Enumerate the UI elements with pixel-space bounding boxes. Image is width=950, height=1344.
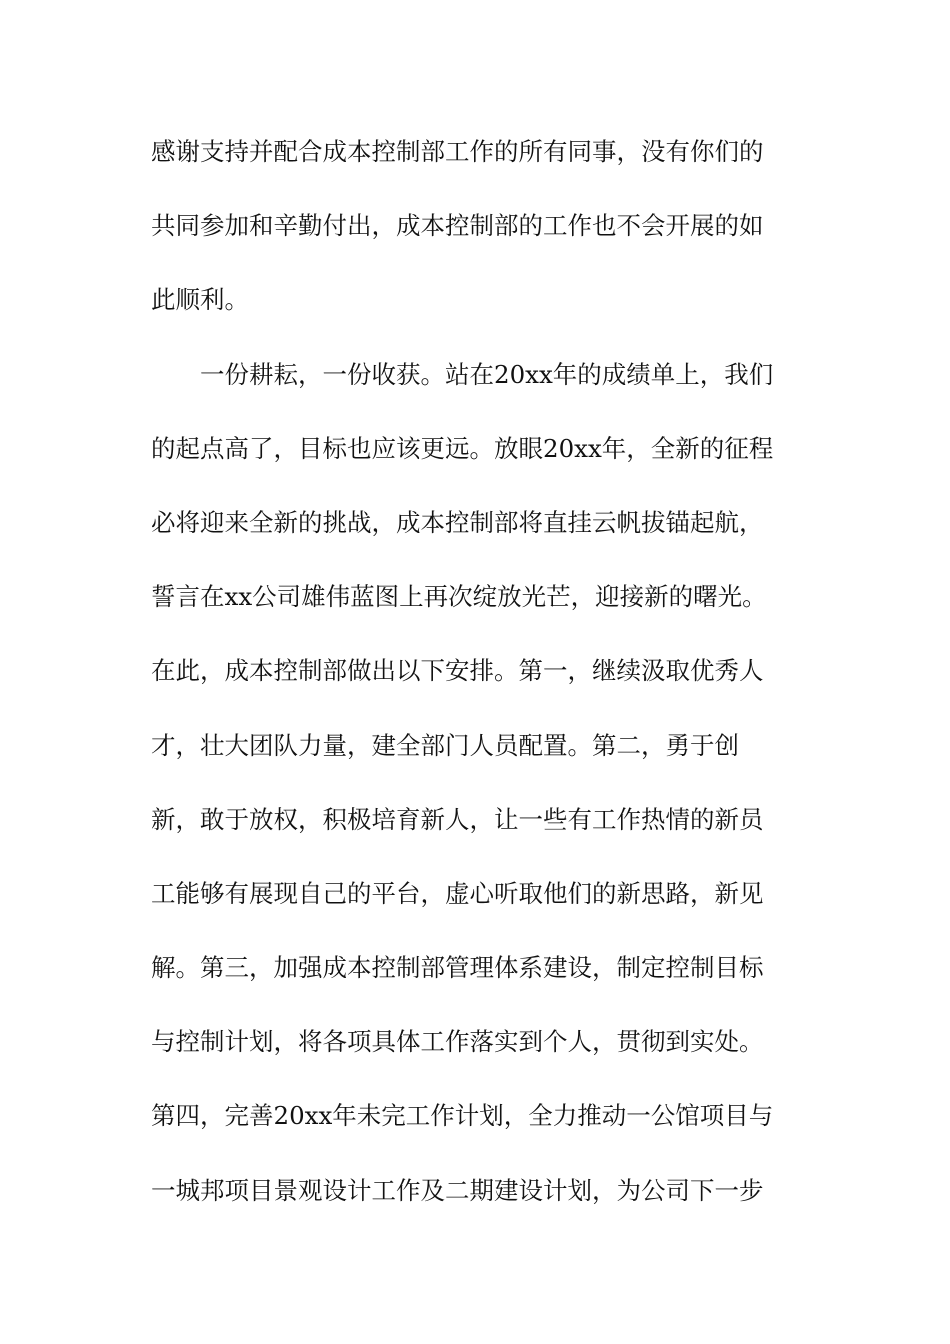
text-line: 共同参加和辛勤付出，成本控制部的工作也不会开展的如 bbox=[151, 211, 764, 241]
body-text bbox=[151, 131, 811, 1244]
text-line: 在此，成本控制部做出以下安排。第一，继续汲取优秀人 bbox=[151, 656, 764, 686]
text-line: 工能够有展现自己的平台，虚心听取他们的新思路，新见 bbox=[151, 878, 764, 908]
text-line: 必将迎来全新的挑战，成本控制部将直挂云帆拔锚起航， bbox=[151, 507, 764, 537]
text-line: 解。第三，加强成本控制部管理体系建设，制定控制目标 bbox=[151, 953, 764, 983]
text-line: 的起点高了，目标也应该更远。放眼20xx年，全新的征程 bbox=[151, 433, 774, 463]
text-line: 一份耕耘，一份收获。站在20xx年的成绩单上，我们 bbox=[151, 359, 774, 389]
text-line: 与控制计划，将各项具体工作落实到个人，贯彻到实处。 bbox=[151, 1027, 764, 1057]
text-line: 此顺利。 bbox=[151, 285, 249, 315]
text-line: 新，敢于放权，积极培育新人，让一些有工作热情的新员 bbox=[151, 804, 764, 834]
text-line: 誓言在xx公司雄伟蓝图上再次绽放光芒，迎接新的曙光。 bbox=[151, 582, 767, 612]
text-line: 一城邦项目景观设计工作及二期建设计划，为公司下一步 bbox=[151, 1175, 764, 1205]
text-line: 才，壮大团队力量，建全部门人员配置。第二，勇于创 bbox=[151, 730, 739, 760]
text-line: 第四，完善20xx年未完工作计划，全力推动一公馆项目与 bbox=[151, 1101, 774, 1131]
text-line: 感谢支持并配合成本控制部工作的所有同事，没有你们的 bbox=[151, 137, 764, 166]
